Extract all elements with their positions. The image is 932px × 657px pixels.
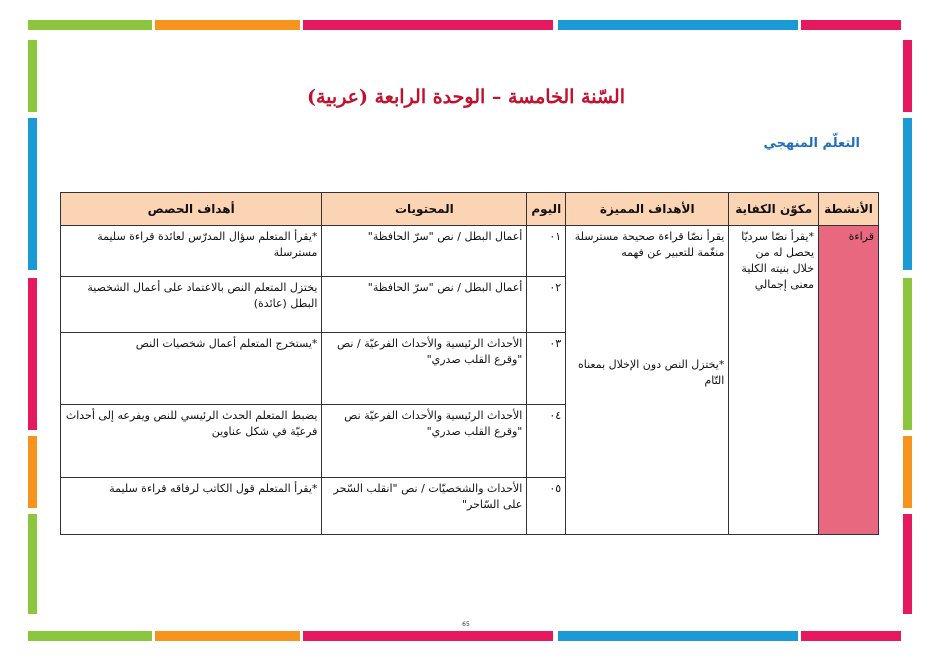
frame-segment bbox=[155, 631, 300, 641]
lesson-goal-cell: *يستخرج المتعلم أعمال شخصيات النص bbox=[61, 333, 322, 405]
header-goals: الأهداف المميزة bbox=[566, 193, 729, 226]
competence-cell: *يقرأ نصّا سرديّا يحصل له من خلال بنيته الكلية معنى إجمالي bbox=[729, 226, 819, 535]
day-cell: ٠٣ bbox=[527, 333, 566, 405]
frame-segment bbox=[303, 631, 553, 641]
section-subtitle: التعلّم المنهجي bbox=[763, 136, 860, 151]
lesson-plan-table bbox=[60, 192, 879, 535]
frame-segment bbox=[558, 631, 798, 641]
goal-text: يقرأ نصّا قراءة صحيحة مسترسلة منغّمة للتعبير عن فهمه bbox=[574, 230, 725, 259]
header-lesson-goals: أهداف الحصص bbox=[61, 193, 322, 226]
frame-segment bbox=[801, 20, 901, 30]
frame-segment bbox=[903, 118, 912, 270]
frame-segment bbox=[28, 514, 37, 614]
day-cell: ٠٤ bbox=[527, 405, 566, 478]
day-cell: ٠٢ bbox=[527, 277, 566, 333]
frame-segment bbox=[28, 278, 37, 430]
header-competence: مكوّن الكفاية bbox=[729, 193, 819, 226]
day-cell: ٠٥ bbox=[527, 478, 566, 535]
day-cell: ٠١ bbox=[527, 226, 566, 277]
frame-segment bbox=[303, 20, 553, 30]
frame-segment bbox=[28, 118, 37, 270]
table-row bbox=[61, 226, 879, 277]
frame-segment bbox=[801, 631, 901, 641]
frame-segment bbox=[903, 278, 912, 430]
goal-text: *يختزل النص دون الإخلال بمعناه التّام bbox=[577, 358, 725, 387]
activity-cell: قراءة bbox=[819, 226, 879, 535]
frame-segment bbox=[155, 20, 300, 30]
content-cell: الأحداث والشخصيّات / نص "انقلب السّحر على السّاحر" bbox=[322, 478, 527, 535]
frame-segment bbox=[558, 20, 798, 30]
header-day: اليوم bbox=[527, 193, 566, 226]
goals-cell bbox=[566, 226, 729, 535]
header-contents: المحتويات bbox=[322, 193, 527, 226]
lesson-goal-cell: يضبط المتعلم الحدث الرئيسي للنص ويفرعه إلى أحداث فرعيّة في شكل عناوين bbox=[61, 405, 322, 478]
frame-segment bbox=[28, 20, 152, 30]
frame-segment bbox=[28, 631, 152, 641]
header-activities: الأنشطة bbox=[819, 193, 879, 226]
lesson-goal-cell: *يقرأ المتعلم قول الكاتب لرفاقه قراءة سليمة bbox=[61, 478, 322, 535]
lesson-goal-cell: *يقرأ المتعلم سؤال المدرّس لعائدة قراءة سليمة مسترسلة bbox=[61, 226, 322, 277]
frame-segment bbox=[903, 514, 912, 614]
page-number: 65 bbox=[462, 621, 470, 628]
page-title: السّنة الخامسة – الوحدة الرابعة (عربية) bbox=[307, 86, 625, 108]
frame-segment bbox=[903, 436, 912, 508]
content-cell: الأحداث الرئيسية والأحداث الفرعيّة / نص "وقرع القلب صدري" bbox=[322, 333, 527, 405]
lesson-goal-cell: يختزل المتعلم النص بالاعتماد على أعمال الشخصية البطل (عائدة) bbox=[61, 277, 322, 333]
content-cell: أعمال البطل / نص "سرّ الحافظة" bbox=[322, 226, 527, 277]
content-cell: الأحداث الرئيسية والأحداث الفرعيّة نص "وقرع القلب صدري" bbox=[322, 405, 527, 478]
content-cell: أعمال البطل / نص "سرّ الحافظة" bbox=[322, 277, 527, 333]
table-header-row bbox=[61, 193, 879, 226]
frame-segment bbox=[28, 436, 37, 508]
